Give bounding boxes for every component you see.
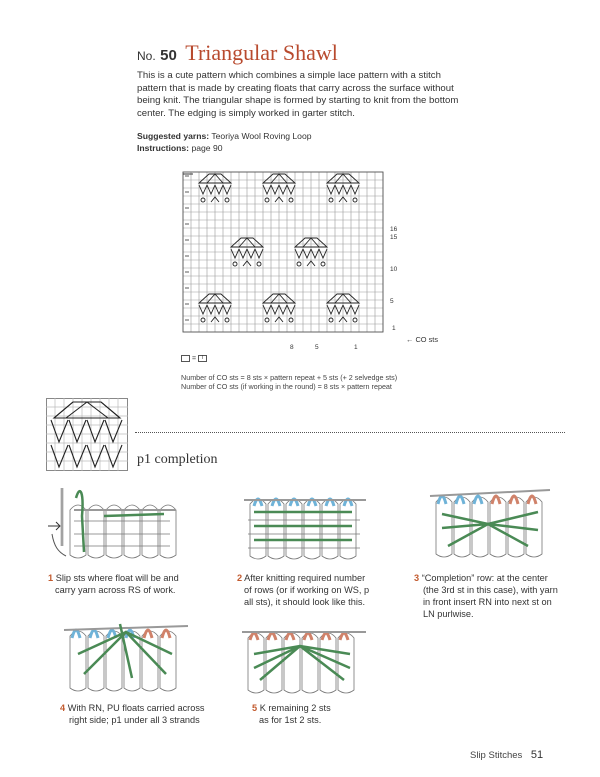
step-3-line-1: “Completion” row: at the center bbox=[421, 573, 548, 583]
step-2-line-2: of rows (or if working on WS, p bbox=[244, 585, 370, 595]
col-number-1: 1 bbox=[354, 344, 358, 350]
page-number: 51 bbox=[530, 749, 544, 761]
step-5-line-2: as for 1st 2 sts. bbox=[259, 715, 322, 725]
step-2-line-1: After knitting required number bbox=[244, 573, 366, 583]
step-2-number: 2 bbox=[237, 573, 243, 583]
instructions-value: page 90 bbox=[191, 142, 223, 153]
step-4-illustration bbox=[62, 618, 192, 701]
intro-paragraph: This is a cute pattern which combines a simple lace pattern with a stitch pattern that is made by creating floats that carry across the surface without being knit. The triangular shape is formed by starting to knit from the bottom center. The edging is simply worked in garter stitch. bbox=[137, 70, 459, 119]
note-line-2: Number of CO sts (if working in the round) = 8 sts × pattern repeat bbox=[181, 382, 392, 391]
page-title bbox=[137, 40, 338, 66]
knit-symbol-icon: I bbox=[198, 355, 207, 362]
step-2-caption bbox=[237, 572, 407, 608]
section-divider bbox=[135, 432, 565, 433]
legend-equals: = bbox=[191, 355, 197, 363]
step-1-line-2: carry yarn across RS of work. bbox=[55, 585, 176, 595]
suggested-yarns-label: Suggested yarns: bbox=[137, 131, 210, 141]
instructions-ref bbox=[137, 143, 312, 155]
row-number-5: 5 bbox=[390, 298, 394, 305]
step-4-line-1: With RN, PU floats carried across bbox=[67, 703, 205, 713]
title-prefix: No. bbox=[137, 49, 156, 63]
step-5-illustration bbox=[240, 624, 370, 701]
blank-square-icon bbox=[181, 355, 190, 362]
page-footer bbox=[470, 749, 543, 761]
row-number-16: 16 bbox=[390, 226, 398, 233]
pattern-number: 50 bbox=[160, 47, 177, 64]
note-line-1: Number of CO sts = 8 sts × pattern repeat + 5 sts (+ 2 selvedge sts) bbox=[181, 373, 398, 382]
col-number-5: 5 bbox=[315, 344, 319, 350]
chart-legend bbox=[181, 355, 207, 362]
float-symbol-icon bbox=[46, 398, 128, 471]
step-3-line-2: (the 3rd st in this case), with yarn bbox=[423, 585, 558, 595]
suggested-yarns bbox=[137, 131, 312, 143]
step-1-illustration bbox=[44, 486, 194, 571]
step-3-illustration bbox=[428, 484, 553, 567]
chart-left-marks bbox=[185, 176, 189, 320]
step-2-illustration bbox=[240, 490, 370, 570]
col-number-8: 8 bbox=[290, 344, 294, 350]
step-4-caption bbox=[60, 702, 240, 726]
suggested-yarns-value: Teoriya Wool Roving Loop bbox=[211, 131, 312, 141]
step-5-line-1: K remaining 2 sts bbox=[259, 703, 331, 713]
knitting-chart bbox=[181, 170, 403, 355]
step-5-number: 5 bbox=[252, 703, 258, 713]
step-3-line-3: in front insert RN into next st on bbox=[423, 597, 552, 607]
row-number-1: 1 bbox=[392, 325, 396, 332]
pattern-meta bbox=[137, 131, 312, 154]
pattern-name: Triangular Shawl bbox=[185, 40, 338, 65]
step-1-caption bbox=[48, 572, 208, 596]
co-sts-label: ← CO sts bbox=[406, 335, 439, 344]
step-4-line-2: right side; p1 under all 3 strands bbox=[69, 715, 200, 725]
chart-grid-lines bbox=[183, 172, 383, 332]
step-5-caption bbox=[252, 702, 392, 726]
step-4-number: 4 bbox=[60, 703, 66, 713]
step-1-number: 1 bbox=[48, 573, 54, 583]
step-1-line-1: Slip sts where float will be and bbox=[55, 573, 179, 583]
co-notes bbox=[181, 373, 397, 391]
instructions-label: Instructions: bbox=[137, 142, 190, 153]
footer-section: Slip Stitches bbox=[470, 750, 523, 761]
step-2-line-3: all sts), it should look like this. bbox=[244, 597, 366, 607]
row-number-15: 15 bbox=[390, 234, 398, 241]
step-3-caption bbox=[414, 572, 584, 620]
stitch-symbol-box bbox=[46, 398, 128, 476]
row-number-10: 10 bbox=[390, 266, 398, 273]
chart-grid bbox=[181, 170, 403, 350]
step-3-line-4: LN purlwise. bbox=[423, 609, 474, 619]
step-3-number: 3 bbox=[414, 573, 420, 583]
section-title: p1 completion bbox=[137, 452, 218, 467]
